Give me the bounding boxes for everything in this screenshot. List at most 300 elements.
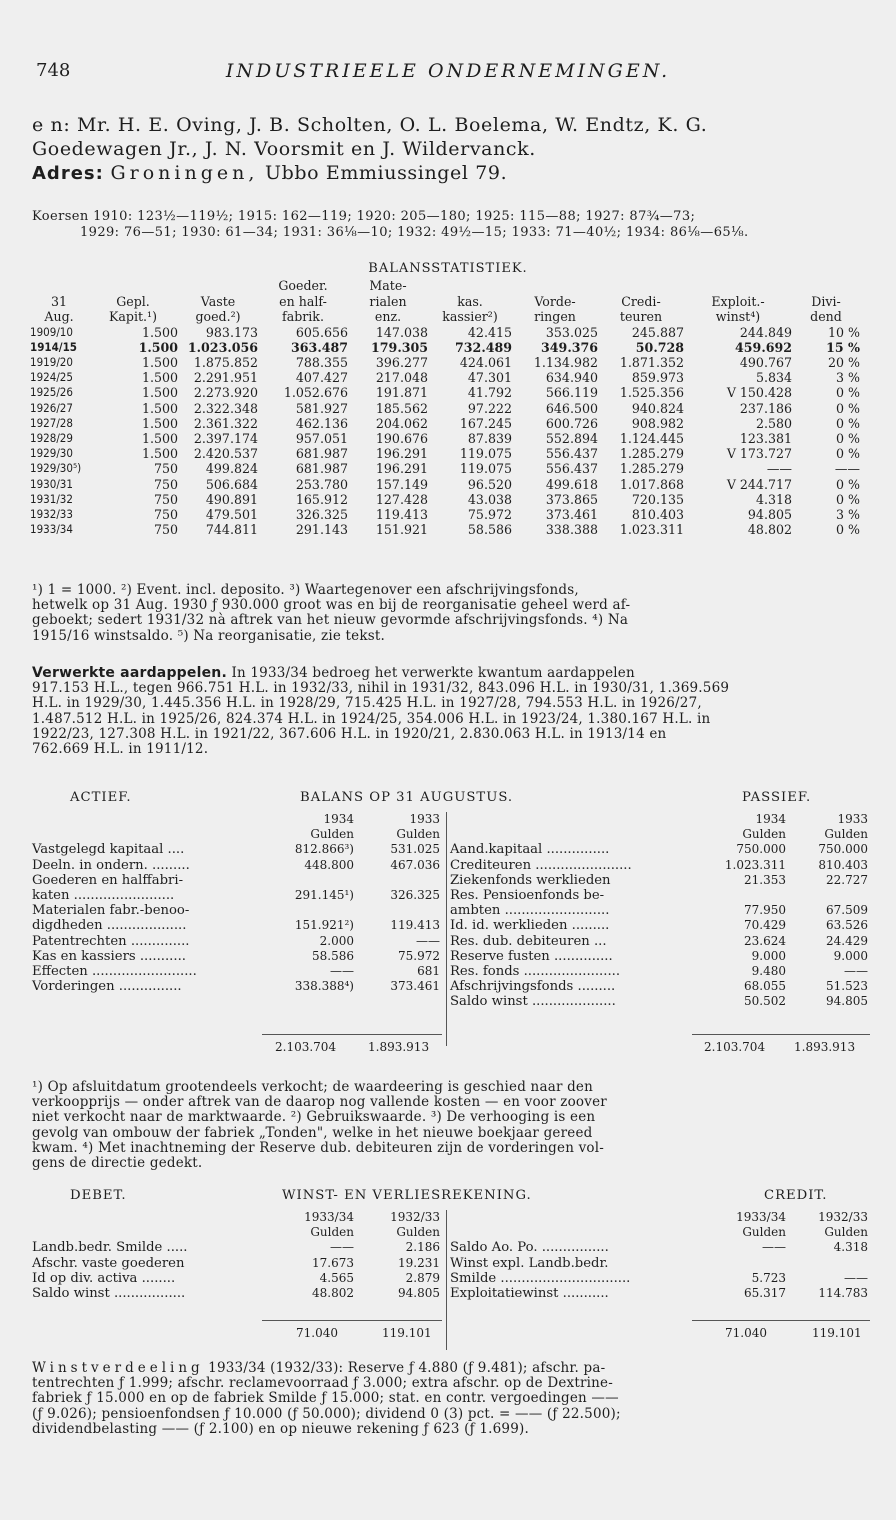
assets-total-rule (262, 1034, 442, 1035)
address-street: Ubbo Emmiussingel 79. (265, 162, 508, 184)
stat-value-cell: 42.415 (467, 324, 512, 340)
stat-value-cell: 1.500 (141, 415, 178, 431)
stat-value-cell: 97.222 (467, 400, 512, 416)
stat-value-cell: 15 % (826, 339, 860, 355)
assets-value-a: 448.800 (304, 857, 354, 872)
footnote-line: geboekt; sedert 1931/32 nà aftrek van het nieuw gevormde afschrijvingsfonds. ⁴) Na (32, 612, 629, 629)
paragraph-line: 1933/34 (1932/33): Reserve ƒ 4.880 (ƒ 9.481); afschr. pa- (203, 1360, 606, 1376)
assets-label: Vorderingen ............... (32, 979, 182, 995)
stat-value-cell: 1.500 (138, 339, 178, 355)
stat-value-cell: 0 % (836, 522, 860, 538)
debit-row (32, 1271, 440, 1286)
debit-unit: Gulden (396, 1225, 440, 1240)
debit-value-a: 4.565 (319, 1270, 354, 1285)
liabilities-spacer (450, 812, 694, 827)
assets-value-b (354, 873, 440, 888)
liabilities-value-b: 810.403 (818, 857, 868, 872)
stat-value-cell: 245.887 (631, 324, 684, 340)
credit-row (450, 1240, 868, 1255)
liabilities-label: Reserve fusten .............. (450, 948, 613, 964)
stat-value-cell: 167.245 (459, 415, 512, 431)
assets-label: Goederen en halffabri- (32, 872, 184, 888)
prices-line-2: 1929: 76—51; 1930: 61—34; 1931: 36⅛—10; 1932: 49½—15; 1933: 71—40½; 1934: 86⅛—65⅛. (80, 225, 749, 240)
stat-value-cell: 10 % (828, 324, 860, 340)
assets-value-a: 151.921²) (294, 918, 354, 933)
credit-value-b: 114.783 (818, 1286, 868, 1301)
stat-year-cell: 1929/30 (30, 446, 73, 461)
liabilities-row (450, 994, 868, 1009)
stat-header-cell (30, 278, 88, 294)
stat-header-cell (598, 278, 684, 294)
stat-value-cell: 20 % (828, 354, 860, 370)
stat-value-cell: 94.805 (747, 506, 792, 522)
stat-value-cell: 908.982 (631, 415, 684, 431)
footnote-line: gens de directie gedekt. (32, 1155, 203, 1172)
stat-header-row (30, 309, 860, 325)
liabilities-value-b: 9.000 (833, 948, 868, 963)
liabilities-table (450, 812, 868, 1010)
stat-value-cell: 291.143 (295, 522, 348, 538)
assets-label: Deeln. in ondern. ......... (32, 857, 190, 873)
balance-sheet (32, 790, 868, 1054)
liabilities-value-a: 21.353 (744, 872, 786, 887)
stat-value-cell: 1.500 (141, 400, 178, 416)
liabilities-row (450, 888, 868, 903)
footnote-line: kwam. ⁴) Met inachtneming der Reserve dub. debiteuren zijn de vorderingen vol- (32, 1139, 605, 1156)
credit-row (450, 1271, 868, 1286)
assets-spacer (32, 827, 264, 842)
stat-value-cell: 157.149 (375, 476, 428, 492)
assets-row (32, 949, 440, 964)
credit-spacer (450, 1210, 694, 1225)
stat-value-cell: 957.051 (295, 430, 348, 446)
balance-statistics-footnotes (32, 583, 868, 644)
liabilities-value-b: 63.526 (826, 918, 868, 933)
footnote-line: 1915/16 winstsaldo. ⁵) Na reorganisatie, zie tekst. (32, 627, 385, 644)
assets-value-b: 681 (417, 964, 440, 979)
assets-value-a (264, 903, 354, 918)
paragraph-line: 1922/23, 127.308 H.L. in 1921/22, 367.606 H.L. in 1920/21, 2.830.063 H.L. in 1913/14 en (32, 725, 667, 742)
stat-header-cell: Vorde- (534, 293, 576, 309)
debit-row (32, 1240, 440, 1255)
stat-value-cell: 2.273.920 (193, 385, 258, 401)
credit-value-a: 65.317 (744, 1286, 786, 1301)
assets-row (32, 964, 440, 979)
stat-value-cell: 48.802 (747, 522, 792, 538)
stat-row (30, 507, 860, 522)
stat-value-cell: 196.291 (375, 446, 428, 462)
stat-value-cell: V 173.727 (726, 446, 792, 462)
profit-distribution-heading: Winstverdeeling (32, 1360, 204, 1376)
stat-value-cell: 127.428 (375, 491, 428, 507)
debit-unit: Gulden (310, 1225, 354, 1240)
running-title: INDUSTRIEELE ONDERNEMINGEN. (225, 60, 671, 82)
stat-row (30, 461, 860, 476)
balance-sheet-title: BALANS OP 31 AUGUSTUS. (300, 790, 514, 805)
page-number: 748 (36, 60, 71, 81)
stat-value-cell: 5.834 (755, 370, 792, 386)
stat-value-cell: 41.792 (467, 385, 512, 401)
stat-value-cell: 253.780 (295, 476, 348, 492)
stat-value-cell: 2.580 (755, 415, 792, 431)
stat-value-cell: 237.186 (739, 400, 792, 416)
debit-year: 1932/33 (390, 1210, 440, 1224)
liabilities-value-b: 24.429 (826, 933, 868, 948)
processed-potatoes-paragraph (32, 666, 868, 757)
assets-value-b: 467.036 (390, 857, 440, 872)
stat-value-cell: 1.124.445 (619, 430, 684, 446)
stat-row (30, 340, 860, 355)
paragraph-line: In 1933/34 bedroeg het verwerkte kwantum aardappelen (226, 665, 635, 681)
stat-value-cell: 1.023.311 (619, 522, 684, 538)
assets-value-b: 326.325 (390, 888, 440, 903)
liabilities-label: Ziekenfonds werklieden (450, 872, 611, 888)
stat-value-cell: 459.692 (735, 339, 792, 355)
assets-value-a: 338.388⁴) (294, 979, 354, 994)
liabilities-value-a (694, 888, 786, 903)
stat-value-cell: 43.038 (467, 491, 512, 507)
debit-label: Saldo winst ................. (32, 1286, 186, 1302)
stat-value-cell: 119.075 (459, 461, 512, 477)
debit-row (32, 1256, 440, 1271)
assets-label: Effecten ......................... (32, 964, 197, 980)
liabilities-value-a: 750.000 (736, 842, 786, 857)
liabilities-value-a: 9.480 (751, 964, 786, 979)
assets-value-a (264, 873, 354, 888)
stat-row (30, 477, 860, 492)
stat-value-cell: 788.355 (295, 354, 348, 370)
liabilities-label: Id. id. werklieden ......... (450, 918, 610, 934)
stat-value-cell: 499.824 (205, 461, 258, 477)
debit-value-b: 94.805 (398, 1286, 440, 1301)
liabilities-row (450, 858, 868, 873)
debit-total-rule (262, 1320, 442, 1321)
liabilities-label: Crediteuren ....................... (450, 857, 632, 873)
stat-value-cell: 147.038 (375, 324, 428, 340)
stat-header-cell: kassier²) (442, 309, 498, 324)
stat-value-cell: 1.285.279 (619, 446, 684, 462)
liabilities-row (450, 979, 868, 994)
paragraph-line: tentrechten ƒ 1.999; afschr. reclamevoorraad ƒ 3.000; extra afschr. op de Dextrine- (32, 1375, 613, 1392)
balance-sheet-footnotes (32, 1080, 868, 1171)
assets-row (32, 934, 440, 949)
debit-value-a: —— (330, 1240, 354, 1255)
liabilities-row (450, 964, 868, 979)
credit-value-b (786, 1256, 868, 1271)
stat-value-cell: 1.052.676 (283, 385, 348, 401)
credit-label: Exploitatiewinst ........... (450, 1286, 609, 1302)
stat-value-cell: 646.500 (545, 400, 598, 416)
stat-value-cell: 0 % (836, 446, 860, 462)
stat-header-cell: Divi- (811, 293, 841, 309)
footnote-line: ¹) Op afsluitdatum grootendeels verkocht; de waardeering is geschied naar den (32, 1079, 594, 1095)
stat-value-cell: 407.427 (295, 370, 348, 386)
stat-header-cell: rialen (369, 293, 407, 309)
footnote-line: niet verkocht naar de marktwaarde. ²) Gebruikswaarde. ³) De verhooging is een (32, 1109, 596, 1126)
liabilities-row (450, 873, 868, 888)
stat-year-cell: 1931/32 (30, 491, 73, 506)
stat-value-cell: 196.291 (375, 461, 428, 477)
stat-value-cell: 810.403 (631, 506, 684, 522)
debit-label: Landb.bedr. Smilde ..... (32, 1240, 188, 1256)
stat-value-cell: 0 % (836, 476, 860, 492)
assets-value-b: 119.413 (390, 918, 440, 933)
stat-value-cell: 634.940 (545, 370, 598, 386)
liabilities-value-b: 67.509 (826, 903, 868, 918)
stat-row (30, 431, 860, 446)
stat-header-cell: Exploit.- (711, 293, 765, 309)
stat-header-cell (88, 278, 178, 294)
assets-label: digdheden ................... (32, 918, 187, 934)
credit-label: Winst expl. Landb.bedr. (450, 1255, 609, 1271)
stat-value-cell: 96.520 (467, 476, 512, 492)
liabilities-year: 1934 (755, 812, 786, 826)
directors-line-2: Goedewagen Jr., J. N. Voorsmit en J. Wildervanck. (32, 138, 536, 160)
stat-value-cell: 1.500 (141, 430, 178, 446)
prices-line-1: Koersen 1910: 123½—119½; 1915: 162—119; 1920: 205—180; 1925: 115—88; 1927: 87¾—73; (32, 209, 696, 224)
stat-year-cell: 1919/20 (30, 354, 73, 369)
stat-header-cell: kas. (457, 293, 483, 309)
stat-value-cell: 479.501 (205, 506, 258, 522)
stat-value-cell: 744.811 (205, 522, 258, 538)
stat-year-cell: 1929/30⁵) (30, 461, 82, 476)
stat-year-cell: 1926/27 (30, 400, 73, 415)
credit-total-rule (692, 1320, 870, 1321)
debit-row (32, 1286, 440, 1301)
debit-label: Afschr. vaste goederen (32, 1255, 185, 1271)
address-line (32, 161, 868, 186)
stat-row (30, 385, 860, 400)
liabilities-unit: Gulden (742, 827, 786, 842)
stat-row (30, 370, 860, 385)
liabilities-value-b: 22.727 (826, 872, 868, 887)
footnote-line: verkoopprijs — onder aftrek van de daarop nog vallende kosten — en voor zoover (32, 1094, 607, 1111)
credit-value-a (694, 1256, 786, 1271)
assets-total-1933: 1.893.913 (368, 1040, 430, 1054)
stat-value-cell: 58.586 (467, 522, 512, 538)
stat-row (30, 446, 860, 461)
liabilities-row (450, 903, 868, 918)
stat-value-cell: 2.420.537 (193, 446, 258, 462)
liabilities-value-a: 23.624 (744, 933, 786, 948)
stat-value-cell: V 244.717 (726, 476, 792, 492)
liabilities-value-b: 94.805 (826, 994, 868, 1009)
assets-row (32, 858, 440, 873)
debit-year-row (32, 1210, 440, 1225)
stat-value-cell: 983.173 (205, 324, 258, 340)
assets-table (32, 812, 440, 994)
stat-value-cell: 681.987 (295, 446, 348, 462)
stat-value-cell: 681.987 (295, 461, 348, 477)
stat-value-cell: 490.767 (739, 354, 792, 370)
stat-header-cell: goed.²) (195, 309, 241, 324)
liabilities-total-rule (692, 1034, 870, 1035)
stat-value-cell: 0 % (836, 415, 860, 431)
liabilities-value-a: 77.950 (744, 903, 786, 918)
stat-header-cell: Credi- (621, 293, 661, 309)
liabilities-label: Afschrijvingsfonds ......... (450, 979, 616, 995)
paragraph-line: 1.487.512 H.L. in 1925/26, 824.374 H.L. in 1924/25, 354.006 H.L. in 1923/24, 1.380.167 H.L. in (32, 710, 711, 727)
stat-value-cell: 373.865 (545, 491, 598, 507)
debit-spacer (32, 1210, 264, 1225)
stat-value-cell: 75.972 (467, 506, 512, 522)
liabilities-value-b: —— (844, 964, 868, 979)
page-header (32, 60, 864, 90)
credit-unit: Gulden (742, 1225, 786, 1240)
stat-value-cell: 2.361.322 (193, 415, 258, 431)
stat-year-cell: 1924/25 (30, 370, 73, 385)
stat-header-row (30, 278, 860, 294)
stat-row (30, 416, 860, 431)
assets-value-b: 531.025 (390, 842, 440, 857)
paragraph-line: 917.153 H.L., tegen 966.751 H.L. in 1932/33, nihil in 1931/32, 843.096 H.L. in 1930/31, 1.369.569 (32, 680, 730, 697)
assets-row (32, 918, 440, 933)
stat-year-cell: 1928/29 (30, 430, 73, 445)
stat-value-cell: 1.875.852 (193, 354, 258, 370)
stat-row (30, 492, 860, 507)
paragraph-line: fabriek ƒ 15.000 en op de fabriek Smilde ƒ 15.000; stat. en contr. vergoedingen —— (32, 1390, 619, 1407)
stat-year-cell: 1914/15 (30, 339, 77, 354)
stat-value-cell: 50.728 (635, 339, 684, 355)
liabilities-value-b: 750.000 (818, 842, 868, 857)
share-prices (32, 209, 868, 241)
stat-value-cell: 3 % (836, 506, 860, 522)
credit-row (450, 1256, 868, 1271)
stat-header-row (30, 294, 860, 310)
credit-unit-row (450, 1225, 868, 1240)
footnote-line: ¹) 1 = 1000. ²) Event. incl. deposito. ³) Waartegenover een afschrijvingsfonds, (32, 582, 579, 598)
debit-value-a: 17.673 (312, 1255, 354, 1270)
credit-total-previous: 119.101 (812, 1326, 862, 1340)
liabilities-total-1933: 1.893.913 (794, 1040, 856, 1054)
credit-unit: Gulden (824, 1225, 868, 1240)
stat-value-cell: 349.376 (541, 339, 598, 355)
stat-value-cell: 217.048 (375, 370, 428, 386)
liabilities-label: Res. dub. debiteuren ... (450, 933, 607, 949)
stat-row (30, 401, 860, 416)
assets-label: Kas en kassiers ........... (32, 948, 186, 964)
assets-value-b (354, 903, 440, 918)
liabilities-label: Saldo winst .................... (450, 994, 616, 1010)
assets-unit-row (32, 827, 440, 842)
stat-value-cell: 605.656 (295, 324, 348, 340)
debit-year: 1933/34 (304, 1210, 354, 1224)
assets-year: 1934 (323, 812, 354, 826)
liabilities-label: Aand.kapitaal ............... (450, 842, 610, 858)
stat-year-cell: 1925/26 (30, 385, 73, 400)
stat-value-cell: 1.023.056 (187, 339, 258, 355)
debit-table (32, 1210, 440, 1301)
stat-value-cell: 1.500 (141, 354, 178, 370)
liabilities-row (450, 934, 868, 949)
assets-year-row (32, 812, 440, 827)
debit-spacer (32, 1225, 264, 1240)
balance-statistics-title: BALANSSTATISTIEK. (368, 261, 528, 276)
stat-value-cell: 190.676 (375, 430, 428, 446)
credit-label: Saldo Ao. Po. ................ (450, 1240, 609, 1256)
stat-value-cell: 185.562 (375, 400, 428, 416)
stat-row (30, 355, 860, 370)
stat-value-cell: 1.285.279 (619, 461, 684, 477)
stat-value-cell: 0 % (836, 400, 860, 416)
paragraph-line: 762.669 H.L. in 1911/12. (32, 741, 209, 758)
stat-header-cell: en half- (279, 293, 327, 309)
assets-value-a: 812.866³) (294, 842, 354, 857)
liabilities-label: Res. fonds ....................... (450, 964, 621, 980)
assets-row (32, 842, 440, 857)
stat-value-cell: 373.461 (545, 506, 598, 522)
credit-table (450, 1210, 868, 1301)
debit-total-previous: 119.101 (382, 1326, 432, 1340)
stat-value-cell: 581.927 (295, 400, 348, 416)
stat-value-cell: 556.437 (545, 461, 598, 477)
stat-value-cell: 2.291.951 (193, 370, 258, 386)
liabilities-value-b: 51.523 (826, 979, 868, 994)
processed-potatoes-heading: Verwerkte aardappelen. (32, 665, 227, 681)
stat-value-cell: 1.500 (141, 385, 178, 401)
stat-value-cell: 1.017.868 (619, 476, 684, 492)
stat-value-cell: 600.726 (545, 415, 598, 431)
liabilities-spacer (450, 827, 694, 842)
assets-row (32, 979, 440, 994)
stat-value-cell: 338.388 (545, 522, 598, 538)
credit-label: CREDIT. (764, 1188, 828, 1203)
profit-distribution-paragraph (32, 1361, 868, 1437)
assets-value-b: 373.461 (390, 979, 440, 994)
stat-header-cell: fabrik. (282, 309, 324, 324)
stat-value-cell: 191.871 (375, 385, 428, 401)
assets-value-a: 291.145¹) (294, 888, 354, 903)
address-label: Adres: (32, 163, 104, 184)
address-city: Groningen, (110, 162, 259, 184)
paragraph-line: H.L. in 1929/30, 1.445.356 H.L. in 1928/29, 715.425 H.L. in 1927/28, 794.553 H.L. in 1926/27, (32, 695, 702, 712)
stat-value-cell: 566.119 (545, 385, 598, 401)
stat-row (30, 325, 860, 340)
directors-line-1: e n: Mr. H. E. Oving, J. B. Scholten, O. L. Boelema, W. Endtz, K. G. (32, 114, 708, 136)
stat-header-cell (792, 278, 860, 294)
debit-label: Id op div. activa ........ (32, 1270, 176, 1286)
stat-value-cell: 0 % (836, 430, 860, 446)
profit-loss-divider (446, 1210, 447, 1350)
debit-value-a: 48.802 (312, 1286, 354, 1301)
stat-value-cell: 1.525.356 (619, 385, 684, 401)
paragraph-line: (ƒ 9.026); pensioenfondsen ƒ 10.000 (ƒ 50.000); dividend 0 (3) pct. = —— (ƒ 22.500); (32, 1405, 621, 1422)
stat-value-cell: 0 % (836, 385, 860, 401)
assets-row (32, 873, 440, 888)
stat-value-cell: 119.413 (375, 506, 428, 522)
credit-year: 1933/34 (736, 1210, 786, 1224)
assets-value-a: 58.586 (312, 948, 354, 963)
credit-spacer (450, 1225, 694, 1240)
stat-value-cell: 732.489 (455, 339, 512, 355)
stat-value-cell: 750 (153, 506, 178, 522)
liabilities-value-a: 50.502 (744, 994, 786, 1009)
stat-header-cell (428, 278, 512, 294)
stat-value-cell: 1.500 (141, 324, 178, 340)
stat-header-cell: Gepl. (116, 293, 150, 309)
stat-value-cell: 1.871.352 (619, 354, 684, 370)
stat-header-cell (512, 278, 598, 294)
stat-value-cell: 750 (153, 476, 178, 492)
stat-value-cell: 750 (153, 461, 178, 477)
liabilities-row (450, 842, 868, 857)
stat-value-cell: 47.301 (467, 370, 512, 386)
assets-row (32, 903, 440, 918)
debit-value-b: 19.231 (398, 1255, 440, 1270)
assets-label: ACTIEF. (70, 790, 132, 805)
stat-header-cell (684, 278, 792, 294)
assets-label: katen ........................ (32, 888, 175, 904)
